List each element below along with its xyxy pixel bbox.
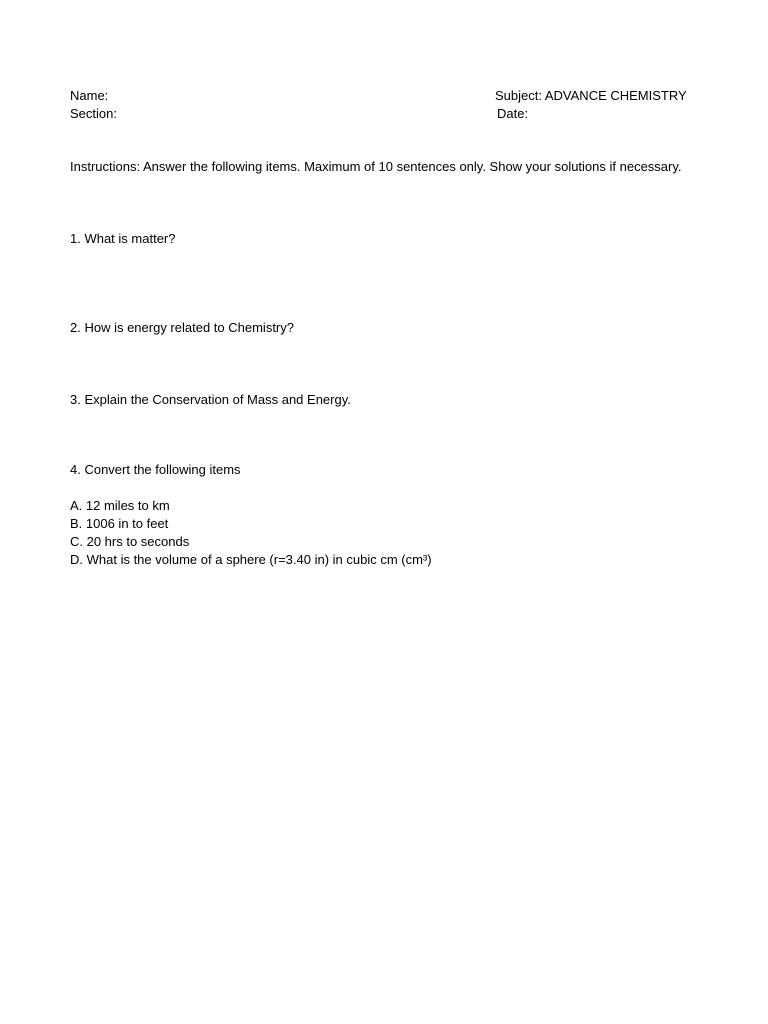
name-label: Name: xyxy=(70,88,109,103)
subject-label: Subject: ADVANCE CHEMISTRY xyxy=(495,88,687,103)
conversion-item-c: C. 20 hrs to seconds xyxy=(70,534,190,549)
section-label: Section: xyxy=(70,106,117,121)
date-label: Date: xyxy=(497,106,529,121)
conversion-item-d: D. What is the volume of a sphere (r=3.40 in) in cubic cm (cm³) xyxy=(70,552,432,567)
conversion-items-list xyxy=(70,497,432,569)
question-1: 1. What is matter? xyxy=(70,231,176,246)
conversion-item-a: A. 12 miles to km xyxy=(70,498,170,513)
question-4: 4. Convert the following items xyxy=(70,462,241,477)
conversion-item-b: B. 1006 in to feet xyxy=(70,516,169,531)
question-2: 2. How is energy related to Chemistry? xyxy=(70,320,294,335)
instructions-text: Instructions: Answer the following items. Maximum of 10 sentences only. Show your solutions if necessary. xyxy=(70,159,682,174)
question-3: 3. Explain the Conservation of Mass and Energy. xyxy=(70,392,351,407)
